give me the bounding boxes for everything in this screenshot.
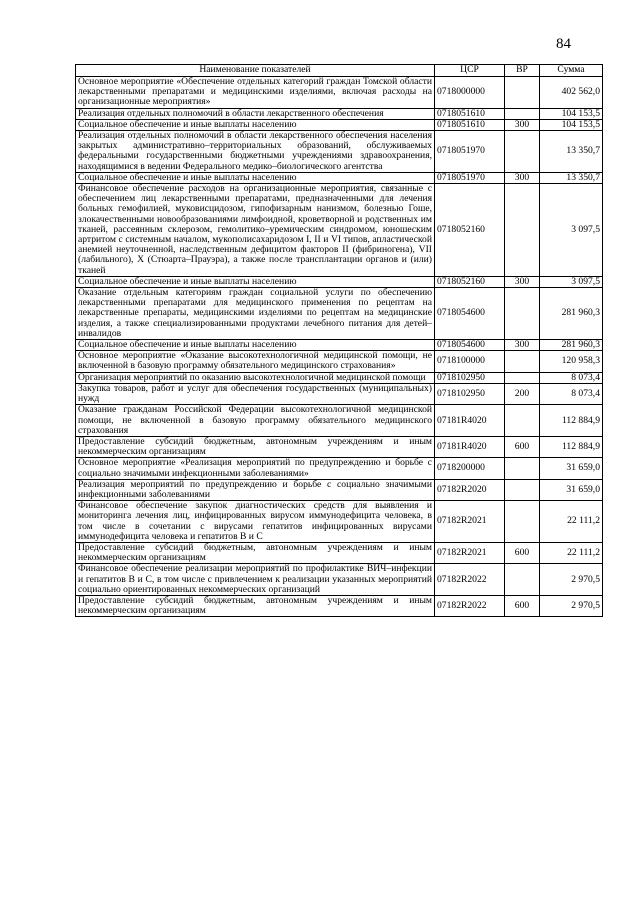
- row-vr: [505, 501, 540, 543]
- table-row: [76, 405, 603, 437]
- table-row: [76, 501, 603, 543]
- row-sum: 112 884,9: [540, 405, 603, 437]
- table-row: [76, 77, 603, 109]
- row-sum: 8 073,4: [540, 372, 603, 383]
- row-sum: 31 659,0: [540, 479, 603, 500]
- row-sum: 22 111,2: [540, 501, 603, 543]
- table-row: [76, 458, 603, 479]
- row-csr: 07182R2022: [435, 595, 505, 616]
- row-vr: 300: [505, 276, 540, 287]
- row-csr: 0718100000: [435, 351, 505, 372]
- row-csr: 0718051610: [435, 119, 505, 130]
- row-name: Оказание гражданам Российской Федерации высокотехнологичной медицинской помощи, не включенной в базовую программу обязательного медицинского страхования: [76, 405, 435, 437]
- row-name: Реализация отдельных полномочий в области лекарственного обеспечения: [76, 108, 435, 119]
- row-csr: 0718051970: [435, 172, 505, 183]
- table-row: [76, 119, 603, 130]
- row-name: Предоставление субсидий бюджетным, автономным учреждениям и иным некоммерческим организациям: [76, 542, 435, 563]
- row-csr: 0718102950: [435, 383, 505, 404]
- row-name: Социальное обеспечение и иные выплаты населению: [76, 172, 435, 183]
- row-name: Закупка товаров, работ и услуг для обеспечения государственных (муниципальных) нужд: [76, 383, 435, 404]
- row-sum: 112 884,9: [540, 436, 603, 457]
- row-name: Предоставление субсидий бюджетным, автономным учреждениям и иным некоммерческим организациям: [76, 595, 435, 616]
- row-csr: 0718051970: [435, 131, 505, 173]
- row-csr: 0718052160: [435, 276, 505, 287]
- row-vr: 600: [505, 542, 540, 563]
- row-csr: 0718054600: [435, 288, 505, 340]
- row-sum: 3 097,5: [540, 276, 603, 287]
- row-name: Финансовое обеспечение реализации мероприятий по профилактике ВИЧ–инфекции и гепатитов В и С, в том числе с привлечением к реализации указанных мероприятий социально ориентированных некоммерческих организаций: [76, 564, 435, 596]
- row-vr: 200: [505, 383, 540, 404]
- row-name: Финансовое обеспечение закупок диагностических средств для выявления и мониторинга лечения лиц, инфицированных вирусом иммунодефицита человека, в том числе в сочетании с вирусами гепатитов инфицированных вирусами иммунодефицита человека и гепатитов В и С: [76, 501, 435, 543]
- row-csr: 07182R2021: [435, 542, 505, 563]
- row-vr: [505, 288, 540, 340]
- row-name: Организация мероприятий по оказанию высокотехнологичной медицинской помощи: [76, 372, 435, 383]
- table-row: [76, 436, 603, 457]
- table-row: [76, 340, 603, 351]
- header-vr: ВР: [505, 65, 540, 77]
- header-csr: ЦСР: [435, 65, 505, 77]
- row-csr: 07182R2021: [435, 501, 505, 543]
- row-sum: 104 153,5: [540, 108, 603, 119]
- table-row: [76, 542, 603, 563]
- row-sum: 281 960,3: [540, 288, 603, 340]
- table-row: [76, 288, 603, 340]
- row-sum: 2 970,5: [540, 564, 603, 596]
- row-csr: 07182R2022: [435, 564, 505, 596]
- row-sum: 22 111,2: [540, 542, 603, 563]
- table-row: [76, 595, 603, 616]
- row-vr: [505, 405, 540, 437]
- row-name: Предоставление субсидий бюджетным, автономным учреждениям и иным некоммерческим организациям: [76, 436, 435, 457]
- row-csr: 07181R4020: [435, 405, 505, 437]
- row-name: Основное мероприятие «Реализация мероприятий по предупреждению и борьбе с социально значимыми инфекционными заболеваниями»: [76, 458, 435, 479]
- row-vr: 300: [505, 340, 540, 351]
- table-body: [76, 77, 603, 617]
- row-csr: 0718052160: [435, 184, 505, 277]
- table-header-row: [76, 65, 603, 77]
- row-vr: [505, 372, 540, 383]
- row-sum: 3 097,5: [540, 184, 603, 277]
- table-row: [76, 372, 603, 383]
- row-csr: 07181R4020: [435, 436, 505, 457]
- row-csr: 0718054600: [435, 340, 505, 351]
- row-sum: 13 350,7: [540, 172, 603, 183]
- table-row: [76, 172, 603, 183]
- table-row: [76, 108, 603, 119]
- row-csr: 0718000000: [435, 77, 505, 109]
- table-row: [76, 184, 603, 277]
- row-vr: [505, 77, 540, 109]
- page-number: 84: [556, 36, 571, 52]
- row-csr: 07182R2020: [435, 479, 505, 500]
- row-vr: [505, 479, 540, 500]
- row-sum: 2 970,5: [540, 595, 603, 616]
- row-sum: 281 960,3: [540, 340, 603, 351]
- table-row: [76, 351, 603, 372]
- row-vr: [505, 184, 540, 277]
- row-name: Реализация отдельных полномочий в области лекарственного обеспечения населения закрытых административно–территориальных образований, обслуживаемых федеральными государственными бюджетными учреждениями здравоохранения, находящимися в ведении Федерального медико–биологического агентства: [76, 131, 435, 173]
- budget-table: [75, 64, 603, 617]
- row-sum: 104 153,5: [540, 119, 603, 130]
- row-vr: 600: [505, 595, 540, 616]
- row-sum: 31 659,0: [540, 458, 603, 479]
- row-name: Оказание отдельным категориям граждан социальной услуги по обеспечению лекарственными препаратами для медицинского применения по рецептам на лекарственные препараты, медицинскими изделиями по рецептам на медицинские изделия, а также специализированными продуктами лечебного питания для детей–инвалидов: [76, 288, 435, 340]
- row-name: Социальное обеспечение и иные выплаты населению: [76, 276, 435, 287]
- row-name: Основное мероприятие «Оказание высокотехнологичной медицинской помощи, не включенной в базовую программу обязательного медицинского страхования»: [76, 351, 435, 372]
- row-sum: 402 562,0: [540, 77, 603, 109]
- row-name: Социальное обеспечение и иные выплаты населению: [76, 340, 435, 351]
- table-row: [76, 479, 603, 500]
- row-sum: 8 073,4: [540, 383, 603, 404]
- table-row: [76, 276, 603, 287]
- table-row: [76, 564, 603, 596]
- row-name: Основное мероприятие «Обеспечение отдельных категорий граждан Томской области лекарственными препаратами и медицинскими изделиями, включая расходы на организационные мероприятия»: [76, 77, 435, 109]
- table-row: [76, 131, 603, 173]
- table-row: [76, 383, 603, 404]
- row-vr: [505, 564, 540, 596]
- row-csr: 0718051610: [435, 108, 505, 119]
- row-vr: [505, 351, 540, 372]
- row-sum: 13 350,7: [540, 131, 603, 173]
- row-csr: 0718200000: [435, 458, 505, 479]
- row-vr: 600: [505, 436, 540, 457]
- header-sum: Сумма: [540, 65, 603, 77]
- row-name: Финансовое обеспечение расходов на организационные мероприятия, связанные с обеспечением лиц лекарственными препаратами, предназначенными для лечения больных гемофилией, муковисцидозом, гипофизарным нанизмом, болезнью Гоше, злокачественными новообразованиями лимфоидной, кроветворной и родственных им тканей, рассеянным склерозом, гемолитико–уремическим синдромом, юношеским артритом с системным началом, мукополисахаридозом I, II и VI типов, апластической анемией неуточненной, наследственным дефицитом факторов II (фибриногена), VII (лабильного), X (Стюарта–Прауэра), а также после трансплантации органов и (или) тканей: [76, 184, 435, 277]
- row-csr: 0718102950: [435, 372, 505, 383]
- row-vr: 300: [505, 119, 540, 130]
- row-vr: [505, 131, 540, 173]
- row-vr: 300: [505, 172, 540, 183]
- row-vr: [505, 458, 540, 479]
- row-name: Социальное обеспечение и иные выплаты населению: [76, 119, 435, 130]
- row-name: Реализация мероприятий по предупреждению и борьбе с социально значимыми инфекционными заболеваниями: [76, 479, 435, 500]
- header-name: Наименование показателей: [76, 65, 435, 77]
- row-vr: [505, 108, 540, 119]
- row-sum: 120 958,3: [540, 351, 603, 372]
